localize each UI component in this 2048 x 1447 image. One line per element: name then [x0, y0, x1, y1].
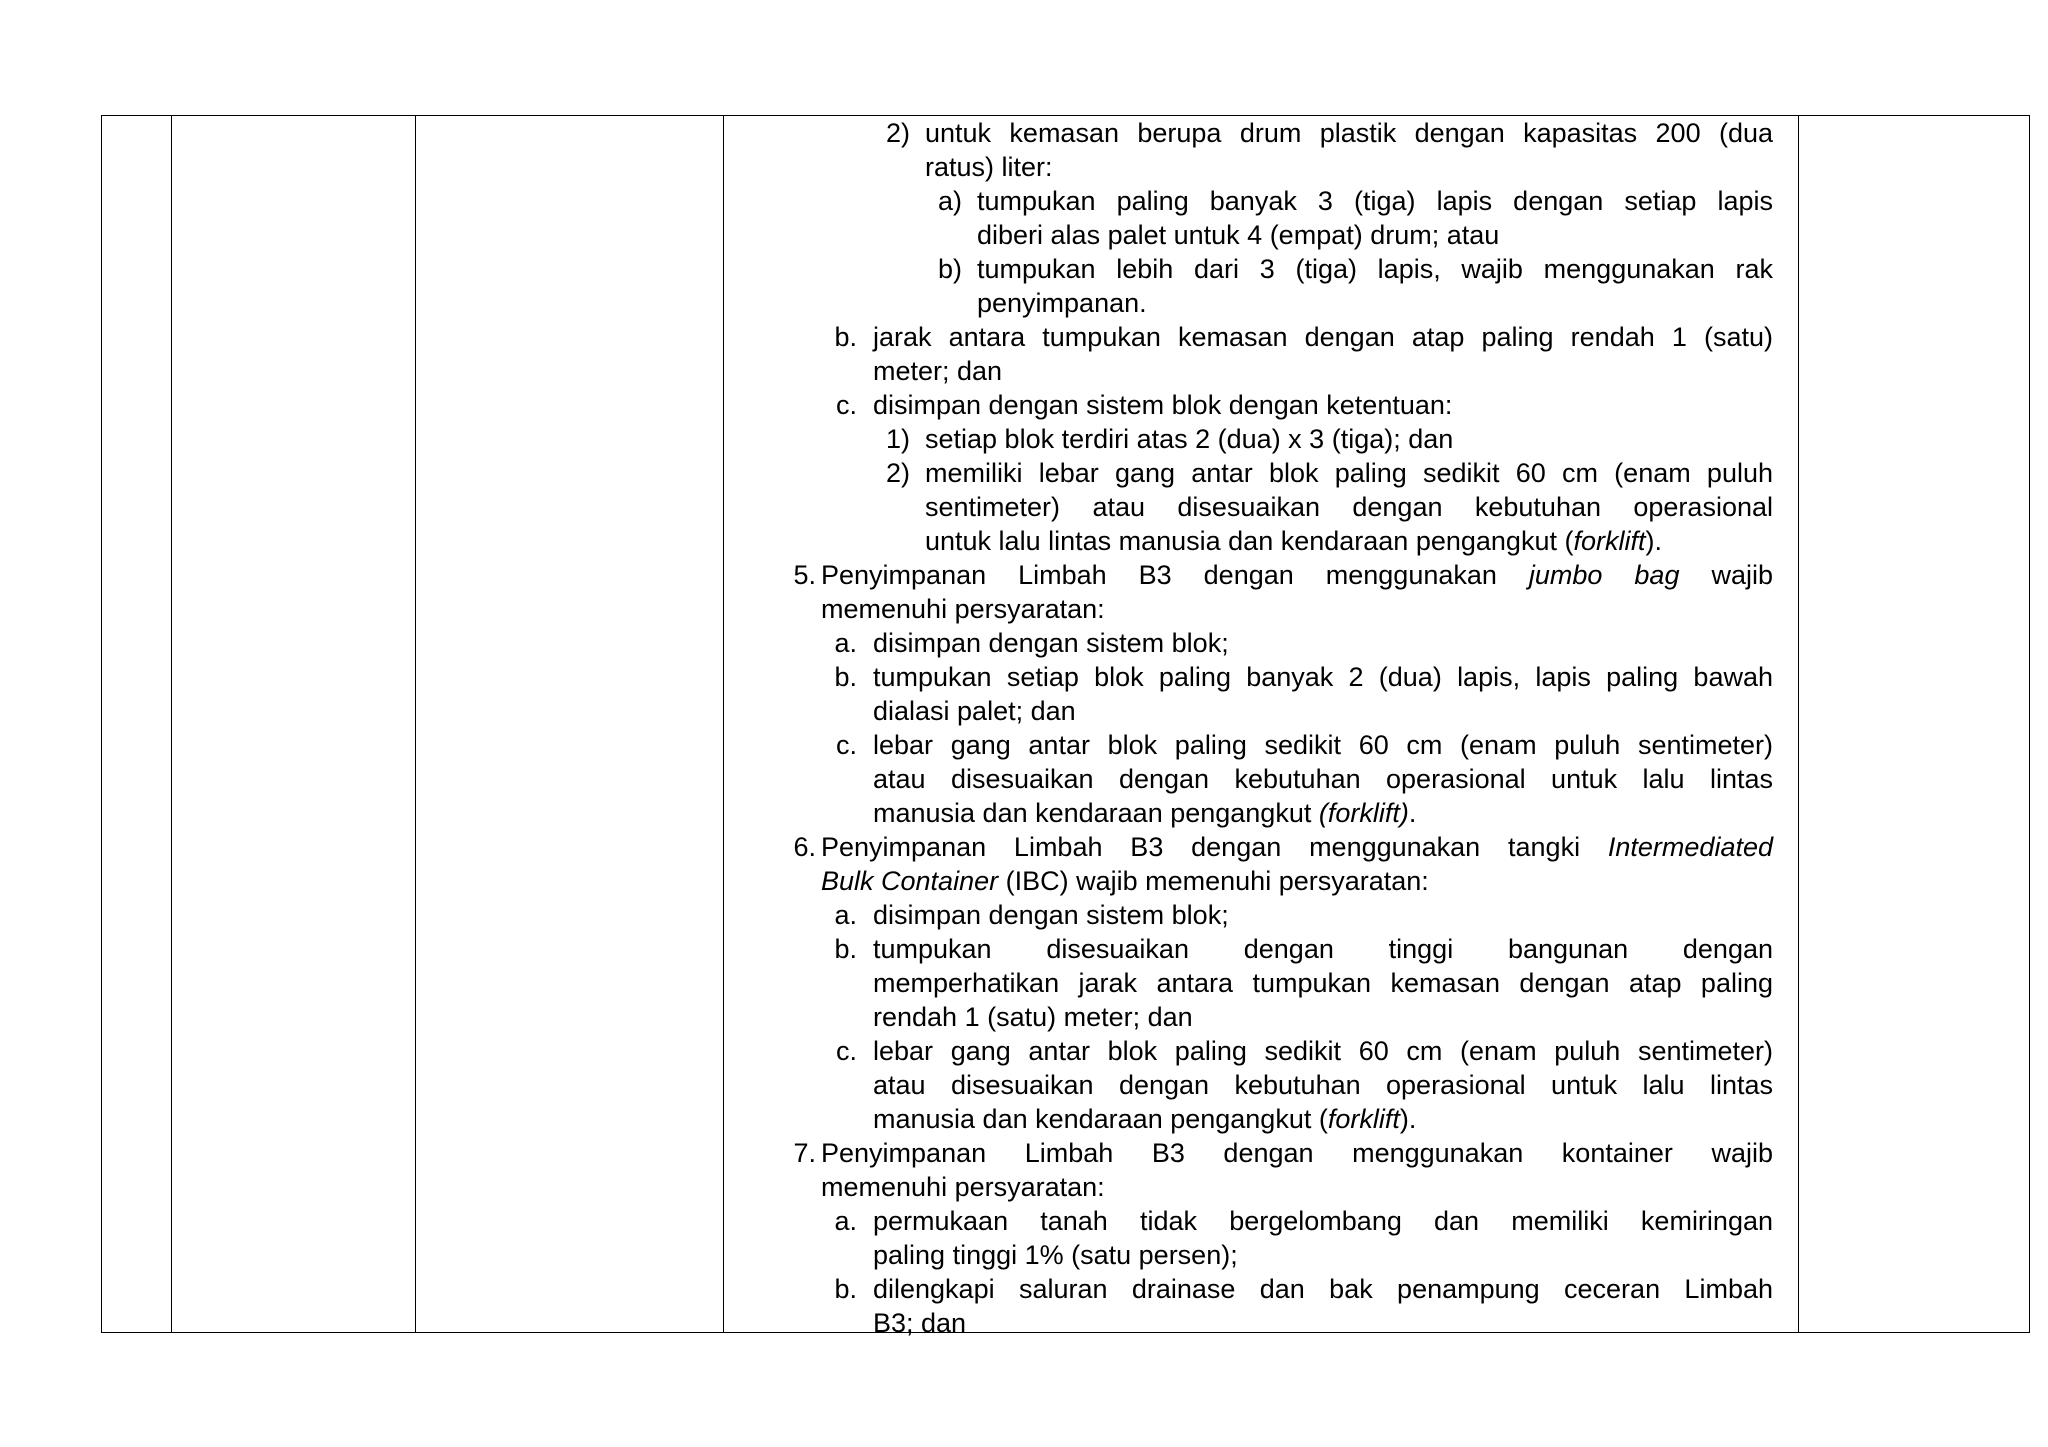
list-item	[723, 252, 1773, 320]
text-line: tumpukan setiap blok paling banyak 2 (dua) lapis, lapis paling bawah	[873, 662, 1773, 692]
list-item	[723, 184, 1773, 252]
text-line: rendah 1 (satu) meter; dan	[873, 1002, 1193, 1032]
text-line: memperhatikan jarak antara tumpukan kemasan dengan atap paling	[873, 968, 1773, 998]
list-marker: c.	[835, 390, 857, 420]
text-line: Bulk Container (IBC) wajib memenuhi persyaratan:	[821, 866, 1429, 896]
text-line: atau disesuaikan dengan kebutuhan operasional untuk lalu lintas	[873, 764, 1773, 794]
list-item	[723, 932, 1773, 1034]
list-item-text	[873, 1204, 1773, 1272]
text-line: penyimpanan.	[977, 288, 1147, 318]
list-item-text	[925, 116, 1773, 184]
list-item-text	[821, 1136, 1773, 1204]
list-marker: 7.	[793, 1138, 816, 1168]
text-line: meter; dan	[873, 356, 1003, 386]
text-line: Penyimpanan Limbah B3 dengan menggunakan tangki Intermediated	[821, 832, 1773, 862]
text-line: dilengkapi saluran drainase dan bak penampung ceceran Limbah	[873, 1274, 1773, 1304]
text-line: disimpan dengan sistem blok dengan ketentuan:	[873, 390, 1453, 420]
list-item	[723, 1204, 1773, 1272]
text-line: memiliki lebar gang antar blok paling sedikit 60 cm (enam puluh	[925, 458, 1773, 488]
text-line: B3; dan	[873, 1308, 967, 1338]
list-item	[723, 116, 1773, 184]
text-line: memenuhi persyaratan:	[821, 1172, 1105, 1202]
text-line: manusia dan kendaraan pengangkut (forklift).	[873, 798, 1417, 828]
list-marker: 5.	[793, 560, 816, 590]
list-marker: a)	[937, 186, 962, 216]
list-marker: 2)	[885, 118, 910, 148]
list-item-text	[873, 660, 1773, 728]
text-line: disimpan dengan sistem blok;	[873, 900, 1229, 930]
list-marker: b.	[834, 322, 857, 352]
column-divider-2	[415, 116, 416, 1332]
list-item-text	[977, 252, 1773, 320]
list-item-text	[925, 456, 1773, 558]
list-item	[723, 830, 1773, 898]
list-marker: c.	[835, 1036, 857, 1066]
list-marker: b.	[834, 662, 857, 692]
list-item-text	[873, 388, 1773, 422]
list-marker: 6.	[793, 832, 816, 862]
list-item	[723, 422, 1773, 456]
text-line: ratus) liter:	[925, 152, 1053, 182]
text-line: lebar gang antar blok paling sedikit 60 cm (enam puluh sentimeter)	[873, 730, 1773, 760]
text-line: sentimeter) atau disesuaikan dengan kebutuhan operasional	[925, 492, 1773, 522]
list-item-text	[821, 558, 1773, 626]
column-divider-1	[171, 116, 172, 1332]
list-item	[723, 320, 1773, 388]
text-line: paling tinggi 1% (satu persen);	[873, 1240, 1238, 1270]
text-line: tumpukan paling banyak 3 (tiga) lapis dengan setiap lapis	[977, 186, 1773, 216]
list-item	[723, 728, 1773, 830]
list-item-text	[873, 728, 1773, 830]
list-marker: a.	[834, 900, 857, 930]
list-item-text	[873, 626, 1773, 660]
list-item	[723, 1034, 1773, 1136]
text-line: Penyimpanan Limbah B3 dengan menggunakan jumbo bag wajib	[821, 560, 1774, 590]
text-line: setiap blok terdiri atas 2 (dua) x 3 (tiga); dan	[925, 424, 1454, 454]
list-marker: 1)	[885, 424, 910, 454]
list-item	[723, 388, 1773, 422]
list-item	[723, 456, 1773, 558]
list-item-text	[821, 830, 1773, 898]
list-marker: 2)	[885, 458, 910, 488]
list-marker: b.	[834, 1274, 857, 1304]
text-line: lebar gang antar blok paling sedikit 60 cm (enam puluh sentimeter)	[873, 1036, 1773, 1066]
list-item	[723, 660, 1773, 728]
text-line: tumpukan disesuaikan dengan tinggi bangunan dengan	[873, 934, 1773, 964]
list-marker: c.	[835, 730, 857, 760]
list-item	[723, 1136, 1773, 1204]
text-line: jarak antara tumpukan kemasan dengan atap paling rendah 1 (satu)	[873, 322, 1773, 352]
text-line: memenuhi persyaratan:	[821, 594, 1105, 624]
text-line: manusia dan kendaraan pengangkut (forklift).	[873, 1104, 1417, 1134]
list-marker: a.	[834, 628, 857, 658]
list-marker: b)	[937, 254, 962, 284]
text-line: untuk lalu lintas manusia dan kendaraan pengangkut (forklift).	[925, 526, 1662, 556]
text-line: Penyimpanan Limbah B3 dengan menggunakan kontainer wajib	[821, 1138, 1773, 1168]
text-line: untuk kemasan berupa drum plastik dengan kapasitas 200 (dua	[925, 118, 1773, 148]
list-item	[723, 898, 1773, 932]
list-item	[723, 1272, 1773, 1340]
list-item-text	[925, 422, 1773, 456]
text-line: permukaan tanah tidak bergelombang dan memiliki kemiringan	[873, 1206, 1773, 1236]
list-marker: b.	[834, 934, 857, 964]
list-item-text	[873, 932, 1773, 1034]
text-line: dialasi palet; dan	[873, 696, 1076, 726]
list-item-text	[873, 1272, 1773, 1340]
list-item	[723, 626, 1773, 660]
list-marker: a.	[834, 1206, 857, 1236]
list-item-text	[873, 1034, 1773, 1136]
column-divider-4	[1798, 116, 1799, 1332]
text-line: diberi alas palet untuk 4 (empat) drum; atau	[977, 220, 1500, 250]
text-line: disimpan dengan sistem blok;	[873, 628, 1229, 658]
text-line: atau disesuaikan dengan kebutuhan operasional untuk lalu lintas	[873, 1070, 1773, 1100]
list-item	[723, 558, 1773, 626]
list-item-text	[977, 184, 1773, 252]
list-item-text	[873, 898, 1773, 932]
list-item-text	[873, 320, 1773, 388]
text-line: tumpukan lebih dari 3 (tiga) lapis, wajib menggunakan rak	[977, 254, 1773, 284]
